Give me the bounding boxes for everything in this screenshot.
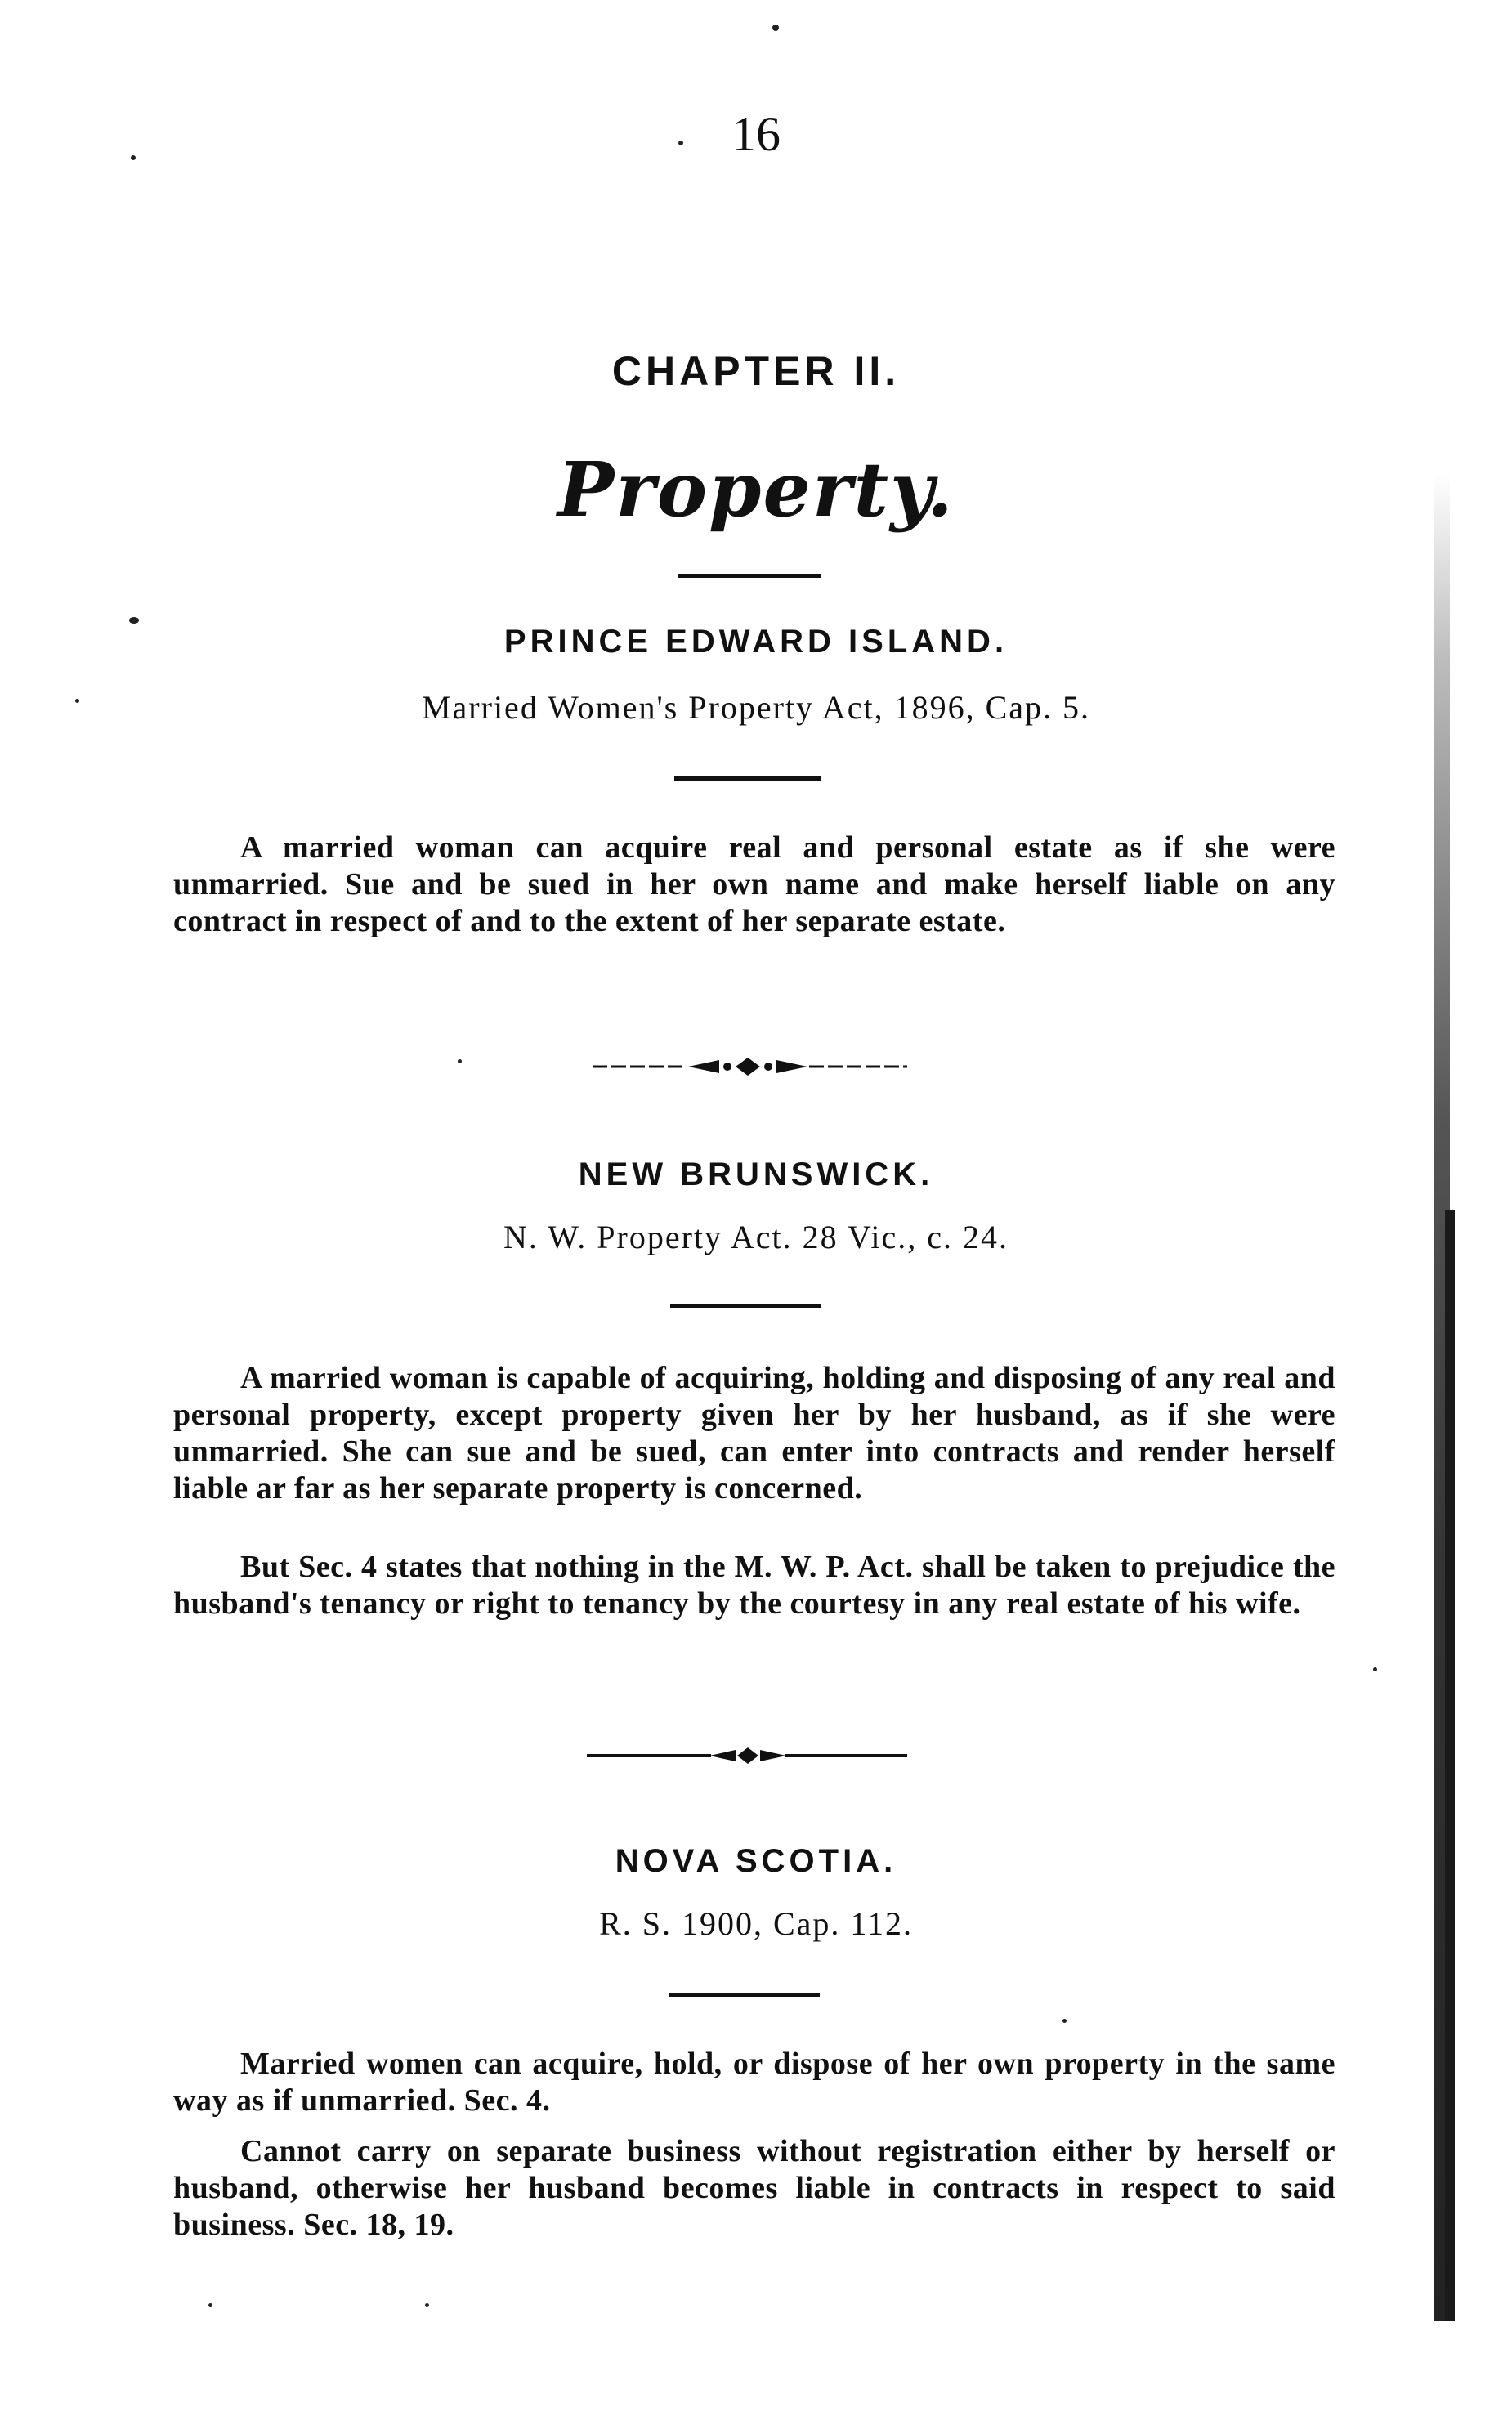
scan-speck	[1373, 1667, 1377, 1671]
section-citation: Married Women's Property Act, 1896, Cap. 5.	[421, 689, 1091, 726]
ornament-divider	[0, 1054, 1512, 1079]
section-paragraph: Married women can acquire, hold, or dispose of her own property in the same way as if unmarried. Sec. 4.	[173, 2047, 1335, 2118]
divider-rule	[670, 1304, 821, 1308]
scan-speck	[458, 1059, 462, 1063]
binding-edge-shadow	[1427, 474, 1456, 2321]
scan-speck	[678, 141, 683, 145]
section-paragraph: A married woman is capable of acquiring, holding and disposing of any real and personal property, except property given her by her husband, as if she were unmarried. She can sue and be sued, can enter into contracts and render herself liable ar far as her separate property is concerned.	[173, 1361, 1335, 1506]
ornament-divider	[0, 1743, 1512, 1768]
divider-rule	[674, 776, 821, 781]
section-heading: NEW BRUNSWICK.	[578, 1157, 934, 1192]
section-paragraph: A married woman can acquire real and personal estate as if she were unmarried. Sue and be sued in her own name and make herself liable on any contract in respect of and to the extent of her separate estate.	[173, 830, 1335, 938]
scan-speck	[772, 25, 779, 31]
scan-speck	[208, 2303, 212, 2307]
section-heading: NOVA SCOTIA.	[615, 1843, 897, 1879]
section-paragraph: Cannot carry on separate business without registration either by herself or husband, otherwise her husband becomes liable in contracts in respect to said business. Sec. 18, 19.	[173, 2134, 1335, 2242]
chapter-heading: CHAPTER II.	[611, 348, 901, 394]
section-paragraph: But Sec. 4 states that nothing in the M. W. P. Act. shall be taken to prejudice the husband's tenancy or right to tenancy by the courtesy in any real estate of his wife.	[173, 1550, 1335, 1621]
page-number: 16	[731, 107, 781, 161]
scan-speck	[425, 2303, 429, 2307]
scan-speck	[131, 155, 136, 160]
divider-rule	[678, 574, 821, 578]
section-citation: R. S. 1900, Cap. 112.	[599, 1905, 913, 1942]
scan-speck	[129, 617, 139, 624]
scan-speck	[75, 699, 79, 703]
section-heading: PRINCE EDWARD ISLAND.	[503, 624, 1009, 660]
scan-speck	[1062, 2019, 1067, 2023]
section-citation: N. W. Property Act. 28 Vic., c. 24.	[503, 1219, 1009, 1255]
divider-rule	[669, 1993, 820, 1997]
chapter-title: Property.	[557, 445, 955, 534]
